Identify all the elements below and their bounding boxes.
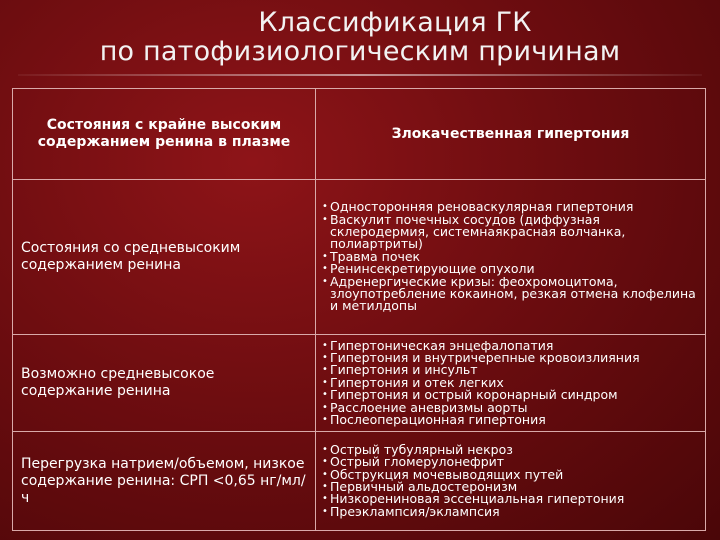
row-label: Состояния со средневысоким содержанием ренина [13, 180, 316, 335]
list-item: • Гипертония и отек легких [322, 377, 701, 389]
list-item: • Васкулит почечных сосудов (диффузная склеродермия, системнаякрасная волчанка, полиартриты) [322, 214, 701, 251]
list-item: • Острый тубулярный некроз [322, 444, 701, 456]
list-item: • Гипертония и внутричерепные кровоизлияния [322, 352, 701, 364]
header-right-cell: Злокачественная гипертония [316, 89, 706, 180]
cause-list [322, 201, 701, 313]
list-item: • Послеоперационная гипертония [322, 414, 701, 426]
table-row [13, 180, 706, 335]
row-items-cell [316, 180, 706, 335]
title-divider [18, 74, 702, 76]
list-item: • Расслоение аневризмы аорты [322, 402, 701, 414]
row-items-cell [316, 335, 706, 432]
list-item: • Адренергические кризы: феохромоцитома, злоупотребление кокаином, резкая отмена клофелина и метилдопы [322, 276, 701, 313]
header-left-cell: Состояния с крайне высоким содержанием ренина в плазме [13, 89, 316, 180]
list-item: • Гипертония и инсульт [322, 364, 701, 376]
row-label: Перегрузка натрием/объемом, низкое содержание ренина: СРП <0,65 нг/мл/ч [13, 432, 316, 531]
cause-list [322, 337, 701, 428]
cause-list [322, 441, 701, 519]
title-line-2: по патофизиологическим причинам [99, 36, 621, 67]
list-item: • Гипертония и острый коронарный синдром [322, 389, 701, 401]
list-item: • Гипертоническая энцефалопатия [322, 340, 701, 352]
classification-table [12, 88, 706, 531]
list-item: • Преэклампсия/эклампсия [322, 506, 701, 518]
list-item: • Острый гломерулонефрит [322, 456, 701, 468]
row-items-cell [316, 432, 706, 531]
list-item: • Травма почек [322, 251, 701, 263]
list-item: • Односторонняя реноваскулярная гипертония [322, 201, 701, 213]
list-item: • Первичный альдостеронизм [322, 481, 701, 493]
table-header-row [13, 89, 706, 180]
list-item: • Обструкция мочевыводящих путей [322, 469, 701, 481]
table-row [13, 432, 706, 531]
row-label: Возможно средневысокое содержание ренина [13, 335, 316, 432]
list-item: • Ренинсекретирующие опухоли [322, 263, 701, 275]
list-item: • Низкорениновая эссенциальная гипертония [322, 493, 701, 505]
table-row [13, 335, 706, 432]
title-line-1: Классификация ГК [258, 7, 532, 38]
slide-title [0, 8, 720, 66]
